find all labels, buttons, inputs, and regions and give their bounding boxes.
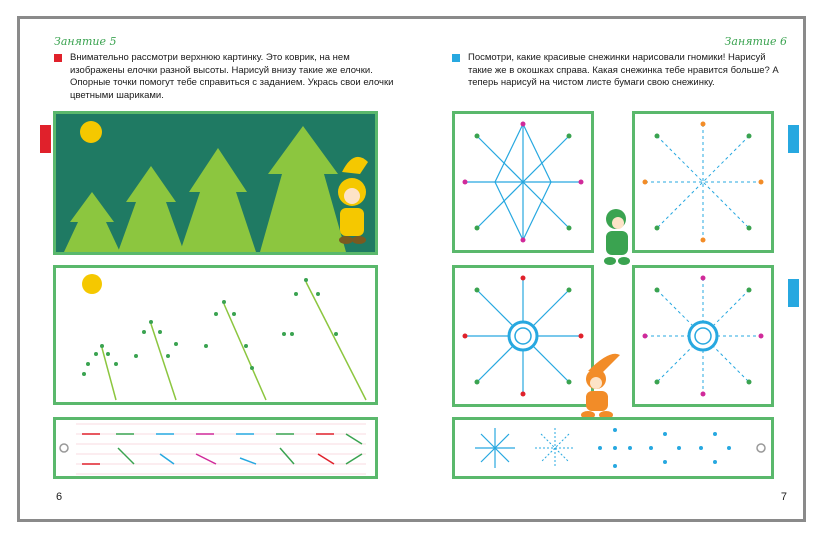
red-square-bullet-icon [54, 54, 62, 62]
task-block [452, 52, 782, 90]
task-text: Посмотри, какие красивые снежинки нарисовали гномики! Нарисуй такие же в окошках справа. Какая снежинка тебе нравится больше? А теперь нарисуй на чистом листе бумаги свою снежинку. [468, 52, 779, 88]
arrow-marks [82, 434, 362, 464]
red-page-tab [40, 125, 51, 153]
lesson-title: Занятие 5 [54, 35, 117, 48]
task-block [54, 52, 394, 102]
snowflake-sample-2 [452, 265, 594, 407]
blue-square-bullet-icon [452, 54, 460, 62]
guide-dots [82, 278, 338, 376]
dot-trees-drawing-area[interactable] [53, 265, 378, 405]
snowflake-pattern-strip[interactable] [452, 417, 774, 479]
blue-page-tab [788, 279, 799, 307]
snowflake-dots-icon [635, 268, 771, 404]
snowflake-icon [455, 114, 591, 250]
gnome-green-icon [598, 207, 638, 267]
book-spread [17, 16, 806, 522]
task-text: Внимательно рассмотри верхнюю картинку. Это коврик, на нем изображены елочки разной высоты. Нарисуй внизу такие же елочки. Опорные точки помогут тебе справиться с заданием. Укрась свои елочки цветными шариками. [70, 52, 394, 101]
trees-icon [64, 126, 346, 252]
tree-rug-picture [53, 111, 378, 255]
ring-hole-icon [60, 444, 68, 452]
snowflake-dots-icon [635, 114, 771, 250]
snowflake-drawing-area-1[interactable] [632, 111, 774, 253]
ring-hole-icon [757, 444, 765, 452]
snowflake-icon [455, 268, 591, 404]
snowflake-drawing-area-2[interactable] [632, 265, 774, 407]
arrow-pattern-strip[interactable] [53, 417, 378, 479]
snowflake-sample-1 [452, 111, 594, 253]
sun-icon [80, 121, 102, 143]
sun-icon [82, 274, 102, 294]
page-number: 6 [56, 491, 63, 503]
snowflake-row-icon [455, 420, 771, 476]
lesson-title: Занятие 6 [724, 35, 787, 48]
tree-guide-lines [102, 282, 366, 400]
blue-page-tab [788, 125, 799, 153]
right-page [412, 19, 803, 519]
gnome-orange-icon [574, 349, 624, 419]
page-number: 7 [780, 491, 787, 503]
left-page [20, 19, 412, 519]
gnome-yellow-icon [338, 157, 368, 244]
